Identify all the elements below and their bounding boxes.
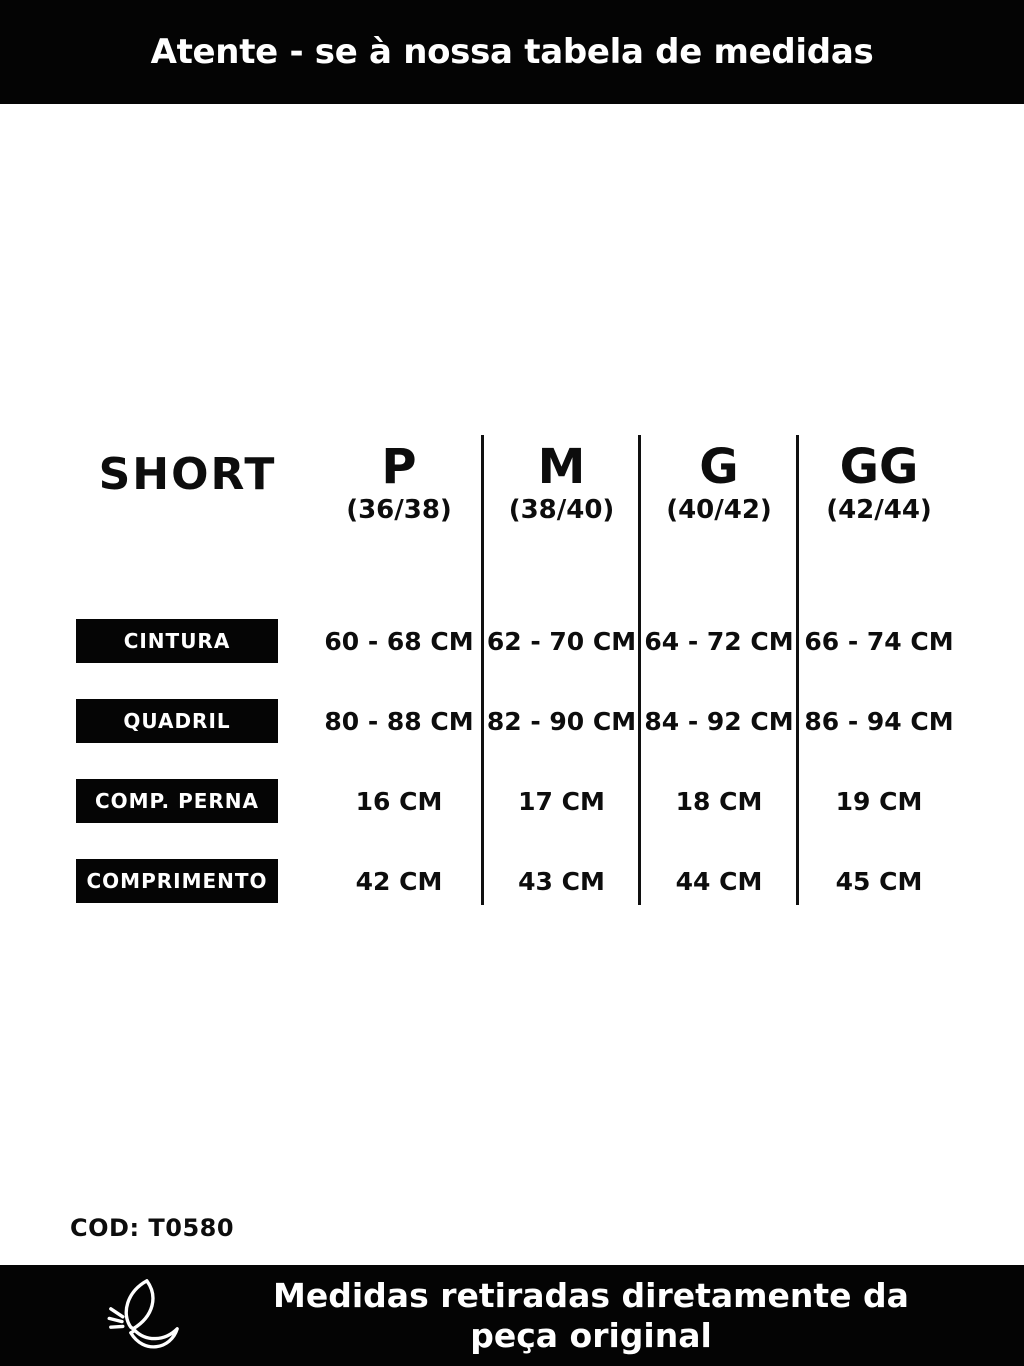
- cell-comprimento-m: 43 CM: [518, 866, 605, 896]
- size-letter: P: [381, 439, 417, 495]
- size-letter: G: [699, 439, 739, 495]
- cell-comp-perna-m: 17 CM: [518, 786, 605, 816]
- cell-quadril-gg: 86 - 94 CM: [804, 706, 954, 736]
- cell-quadril-g: 84 - 92 CM: [644, 706, 794, 736]
- footer-note-line2: peça original: [470, 1315, 712, 1355]
- table-row-label-cell: [60, 601, 315, 681]
- cell-quadril-p: 80 - 88 CM: [324, 706, 474, 736]
- row-label-cintura: CINTURA: [76, 619, 278, 663]
- size-table-grid: [60, 435, 960, 921]
- cell-cintura-g: 64 - 72 CM: [644, 626, 794, 656]
- size-range: (38/40): [508, 495, 615, 525]
- cell-comp-perna-p: 16 CM: [355, 786, 443, 816]
- footer-note: [186, 1276, 1024, 1355]
- footer-note-line1: Medidas retiradas diretamente da: [273, 1275, 909, 1315]
- column-header-p: [315, 435, 483, 565]
- column-divider: [638, 435, 641, 905]
- cell-cintura-p: 60 - 68 CM: [324, 626, 474, 656]
- row-label-quadril: QUADRIL: [76, 699, 278, 743]
- column-header-gg: [798, 435, 960, 565]
- table-row-label-cell: [60, 841, 315, 921]
- size-range: (36/38): [346, 495, 452, 525]
- cell-cintura-gg: 66 - 74 CM: [804, 626, 954, 656]
- product-name-header: SHORT: [98, 449, 277, 500]
- row-label-comprimento: COMPRIMENTO: [76, 859, 278, 903]
- cell-comprimento-gg: 45 CM: [835, 866, 923, 896]
- column-header-g: [640, 435, 798, 565]
- footer-banner: [0, 1265, 1024, 1366]
- table-row-label-cell: [60, 761, 315, 841]
- top-banner: [0, 0, 1024, 104]
- cell-quadril-m: 82 - 90 CM: [486, 706, 637, 736]
- column-divider: [796, 435, 799, 905]
- cell-comprimento-p: 42 CM: [355, 866, 443, 896]
- butterfly-logo-icon: [106, 1275, 186, 1357]
- cell-comprimento-g: 44 CM: [675, 866, 763, 896]
- cell-comp-perna-gg: 19 CM: [835, 786, 923, 816]
- size-range: (40/42): [666, 495, 772, 525]
- product-code: COD: T0580: [70, 1214, 235, 1242]
- cell-comp-perna-g: 18 CM: [675, 786, 763, 816]
- table-row-label-cell: [60, 681, 315, 761]
- size-letter: M: [537, 439, 586, 495]
- size-range: (42/44): [826, 495, 932, 525]
- size-table: [60, 435, 960, 921]
- header-spacer: [60, 565, 960, 601]
- size-letter: GG: [839, 439, 919, 495]
- row-label-comp-perna: COMP. PERNA: [76, 779, 278, 823]
- cell-cintura-m: 62 - 70 CM: [486, 626, 637, 656]
- page-title: Atente - se à nossa tabela de medidas: [150, 32, 874, 72]
- column-header-m: [483, 435, 640, 565]
- column-divider: [481, 435, 484, 905]
